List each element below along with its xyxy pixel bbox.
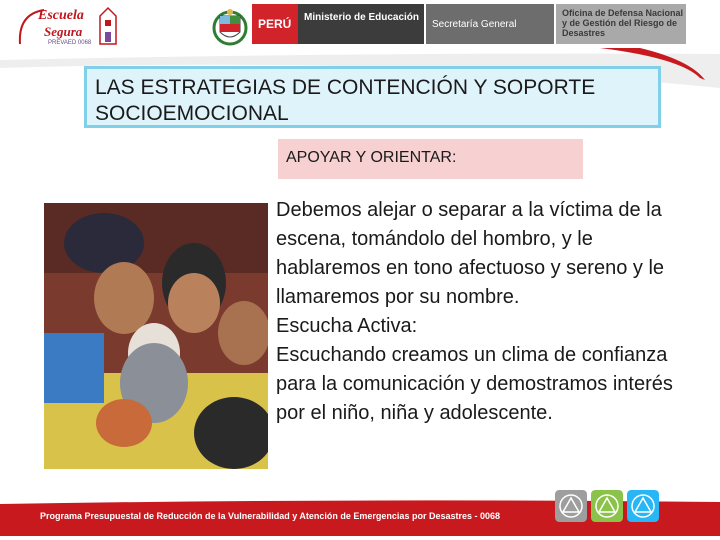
slide-title: LAS ESTRATEGIAS DE CONTENCIÓN Y SOPORTE SOCIOEMOCIONAL [95, 76, 596, 125]
paragraph-escucha-heading: Escucha Activa: [276, 315, 418, 337]
gray-triangle-icon [555, 490, 587, 522]
secretaria-label: Secretaría General [426, 4, 554, 44]
escuela-segura-logo [14, 4, 124, 48]
peru-label: PERÚ [252, 4, 298, 44]
logo-line1: Escuela [38, 8, 84, 23]
program-footer-text: Programa Presupuestal de Reducción de la Vulnerabilidad y Atención de Emergencias por Desastres - 0068 [40, 511, 500, 521]
logo-line3: PREVAED 0068 [48, 40, 92, 46]
subtitle-box [278, 139, 583, 179]
body-text [276, 196, 686, 428]
peru-coat-of-arms-icon [212, 6, 248, 46]
blue-triangle-icon [627, 490, 659, 522]
children-photo [44, 203, 268, 469]
slide-subtitle: APOYAR Y ORIENTAR: [286, 149, 457, 166]
paragraph-escucha: Escuchando creamos un clima de confianza para la comunicación y demostramos interés por el niño, niña y adolescente. [276, 344, 673, 424]
green-triangle-icon [591, 490, 623, 522]
header [0, 0, 720, 52]
paragraph-apoyar: Debemos alejar o separar a la víctima de la escena, tomándolo del hombro, y le hablaremos en tono afectuoso y sereno y le llamaremos por su nombre. [276, 199, 665, 308]
logo-line2: Segura [44, 24, 83, 39]
oficina-label: Oficina de Defensa Nacional y de Gestión del Riesgo de Desastres [556, 4, 686, 44]
slide-title-box [84, 66, 661, 128]
ministry-label: Ministerio de Educación [298, 4, 424, 44]
children-photo-image [44, 203, 268, 469]
